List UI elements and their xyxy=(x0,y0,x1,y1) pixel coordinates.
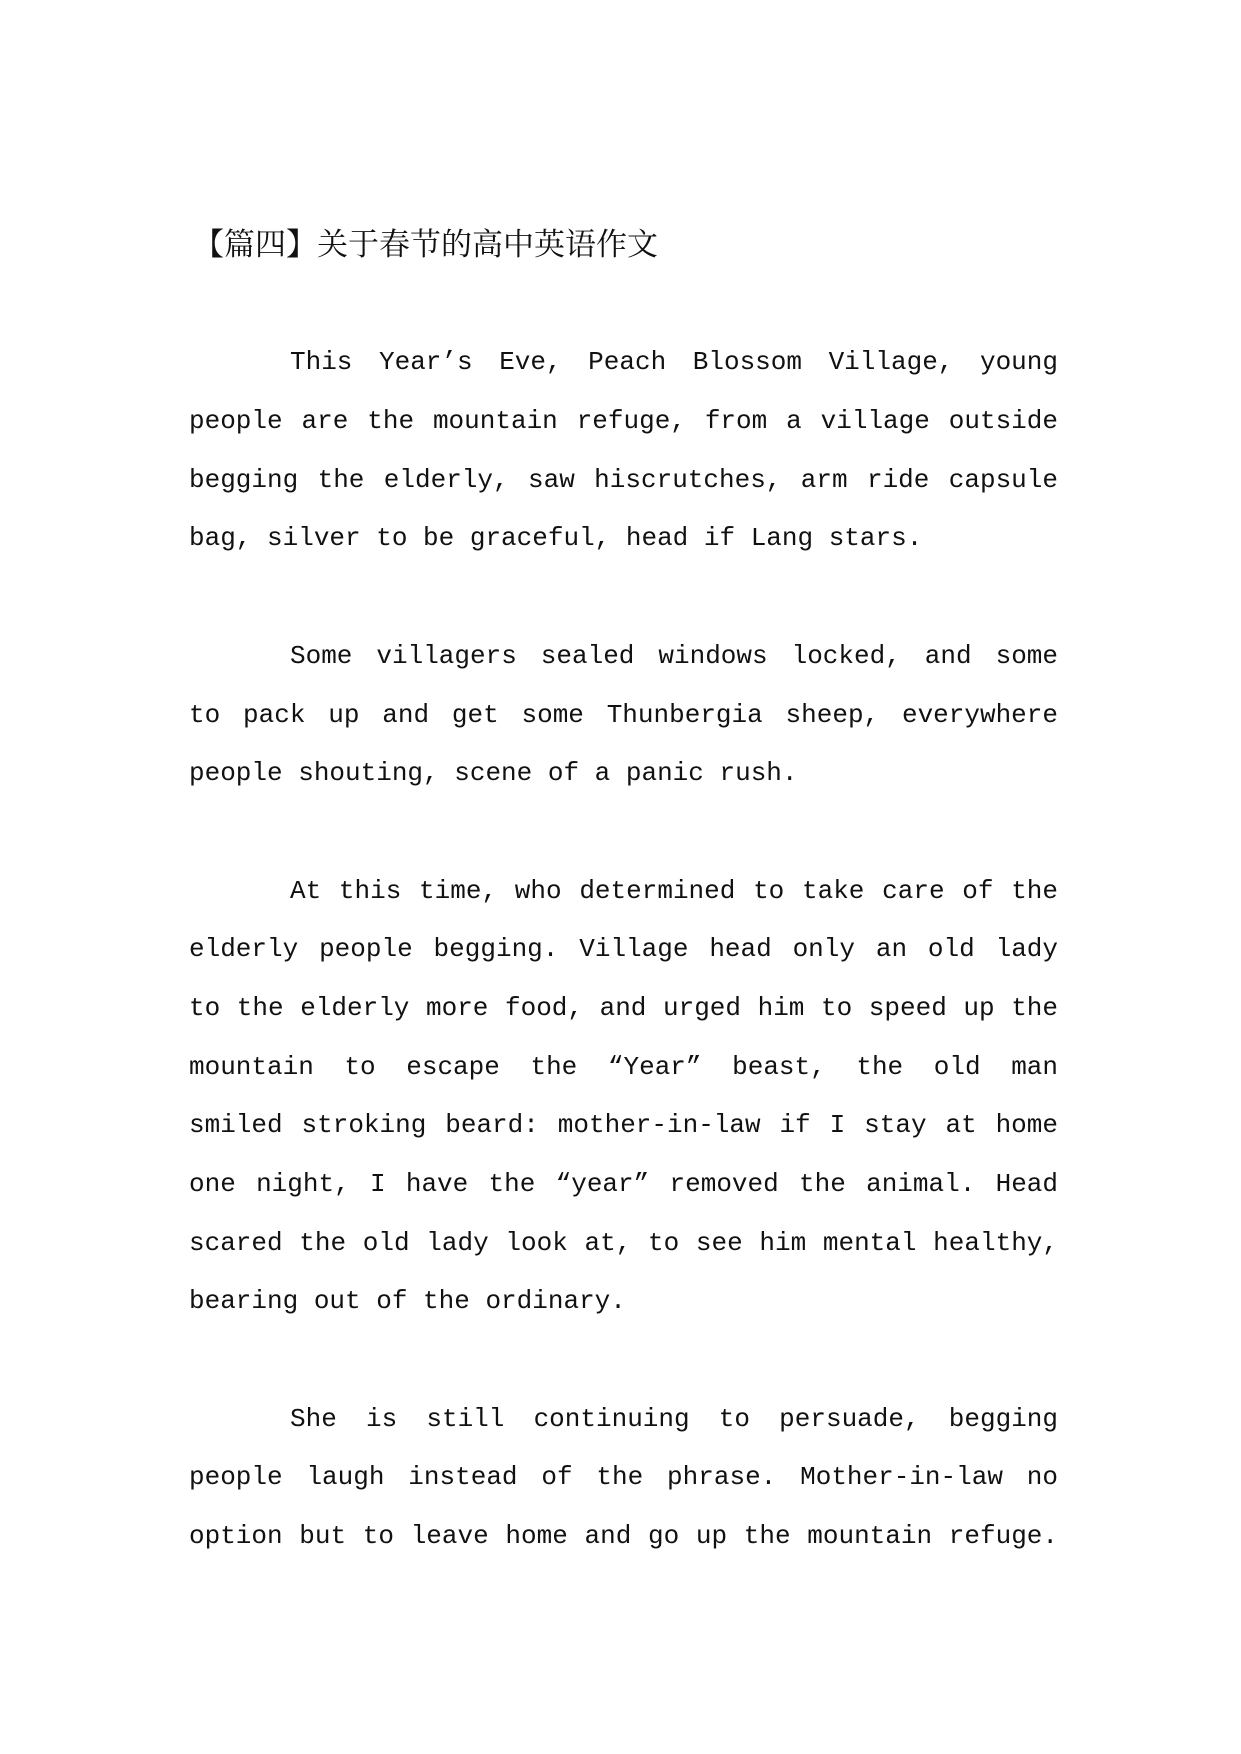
text-line: elderly people begging. Village head only an old lady xyxy=(189,934,1058,965)
text-line: She is still continuing to persuade, begging xyxy=(290,1403,1058,1434)
paragraph-2 xyxy=(189,627,1058,803)
blank-line xyxy=(189,568,1058,627)
text-line: people laugh instead of the phrase. Mother-in-law no xyxy=(189,1462,1058,1493)
text-line: one night, I have the “year” removed the animal. Head xyxy=(189,1169,1058,1199)
text-line: bag, silver to be graceful, head if Lang stars. xyxy=(189,523,923,554)
text-line: people are the mountain refuge, from a village outside xyxy=(189,406,1058,437)
text-line: to pack up and get some Thunbergia sheep, everywhere xyxy=(189,699,1058,730)
text-line: option but to leave home and go up the mountain refuge. xyxy=(189,1521,1058,1552)
paragraph-1 xyxy=(189,333,1058,568)
text-line: This Year’s Eve, Peach Blossom Village, young xyxy=(290,347,1058,378)
paragraph-3 xyxy=(189,862,1058,1332)
blank-line xyxy=(189,275,1058,334)
text-line: people shouting, scene of a panic rush. xyxy=(189,758,798,789)
paragraph-4 xyxy=(189,1390,1058,1566)
document-title: 【篇四】关于春节的高中英语作文 xyxy=(193,227,658,262)
blank-line xyxy=(189,803,1058,862)
text-line: mountain to escape the “Year” beast, the old man xyxy=(189,1051,1058,1082)
text-line: scared the old lady look at, to see him mental healthy, xyxy=(189,1227,1058,1258)
text-line: bearing out of the ordinary. xyxy=(189,1286,626,1317)
text-line: to the elderly more food, and urged him to speed up the xyxy=(189,992,1058,1023)
text-line: Some villagers sealed windows locked, and some xyxy=(290,640,1058,671)
text-line: begging the elderly, saw hiscrutches, arm ride capsule xyxy=(189,464,1058,495)
blank-line xyxy=(189,1331,1058,1390)
text-line: smiled stroking beard: mother-in-law if I stay at home xyxy=(189,1110,1058,1141)
text-line: At this time, who determined to take care of the xyxy=(290,875,1058,906)
document-body xyxy=(189,216,1058,1566)
